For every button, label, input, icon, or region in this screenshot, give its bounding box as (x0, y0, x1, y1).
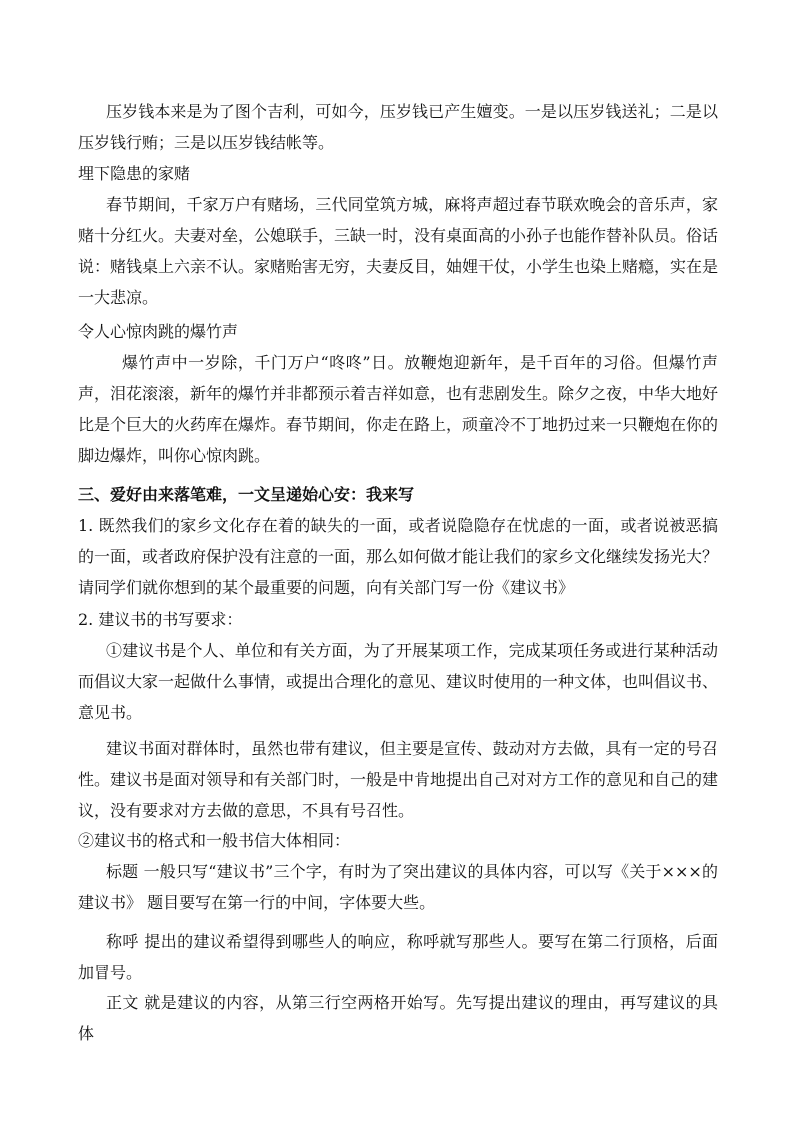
item-2: 2. 建议书的书写要求： (78, 610, 243, 629)
paragraph-firecracker: 爆竹声中一岁除，千门万户“咚咚”日。放鞭炮迎新年，是千百年的习俗。但爆竹声声，泪花滚滚，新年的爆竹并非都预示着吉祥如意，也有悲剧发生。除夕之夜，中华大地好比是个巨大的火药库在爆炸。春节期间，你走在路上，顽童冷不丁地扔过来一只鞭炮在你的脚边爆炸，叫你心惊肉跳。 (78, 353, 719, 465)
paragraph-family-gambling: 春节期间，千家万户有赌场，三代同堂筑方城，麻将声超过春节联欢晚会的音乐声，家赌十分红火。夫妻对垒，公媳联手，三缺一时，没有桌面高的小孙子也能作替补队员。俗话说：赌钱桌上六亲不认。家赌贻害无穷，夫妻反目，妯娌干仗，小学生也染上赌瘾，实在是一大悲凉。 (78, 195, 719, 307)
item-1: 1. 既然我们的家乡文化存在着的缺失的一面，或者说隐隐存在忧虑的一面，或者说被恶搞的一面，或者政府保护没有注意的一面，那么如何做才能让我们的家乡文化继续发扬光大？请同学们就你想到的某个最重要的问题，向有关部门写一份《建议书》 (78, 516, 719, 597)
body-rule: 正文 就是建议的内容，从第三行空两格开始写。先写提出建议的理由，再写建议的具体 (78, 993, 718, 1043)
section-3-heading: 三、爱好由来落笔难，一文呈递始心安：我来写 (78, 485, 415, 504)
paragraph-new-year-money: 压岁钱本来是为了图个吉利，可如今，压岁钱已产生嬗变。一是以压岁钱送礼；二是以压岁钱行贿；三是以压岁钱结帐等。 (78, 102, 718, 152)
heading-firecracker: 令人心惊肉跳的爆竹声 (78, 322, 239, 341)
title-rule: 标题 一般只写“建议书”三个字，有时为了突出建议的具体内容，可以写《关于×××的建议书》 题目要写在第一行的中间，字体要大些。 (78, 862, 718, 912)
requirement-1-more: 建议书面对群体时，虽然也带有建议，但主要是宣传、鼓动对方去做，具有一定的号召性。建议书是面对领导和有关部门时，一般是中肯地提出自己对对方工作的意见和自己的建议，没有要求对方去做的意思，不具有号召性。 (78, 739, 719, 820)
heading-family-gambling: 埋下隐患的家赌 (78, 164, 191, 183)
requirement-2: ②建议书的格式和一般书信大体相同： (78, 831, 351, 850)
requirement-1: ①建议书是个人、单位和有关方面，为了开展某项工作，完成某项任务或进行某种活动而倡议大家一起做什么事情，或提出合理化的意见、建议时使用的一种文体，也叫倡议书、意见书。 (78, 641, 719, 722)
salutation-rule: 称呼 提出的建议希望得到哪些人的响应，称呼就写那些人。要写在第二行顶格，后面加冒号。 (78, 932, 718, 982)
